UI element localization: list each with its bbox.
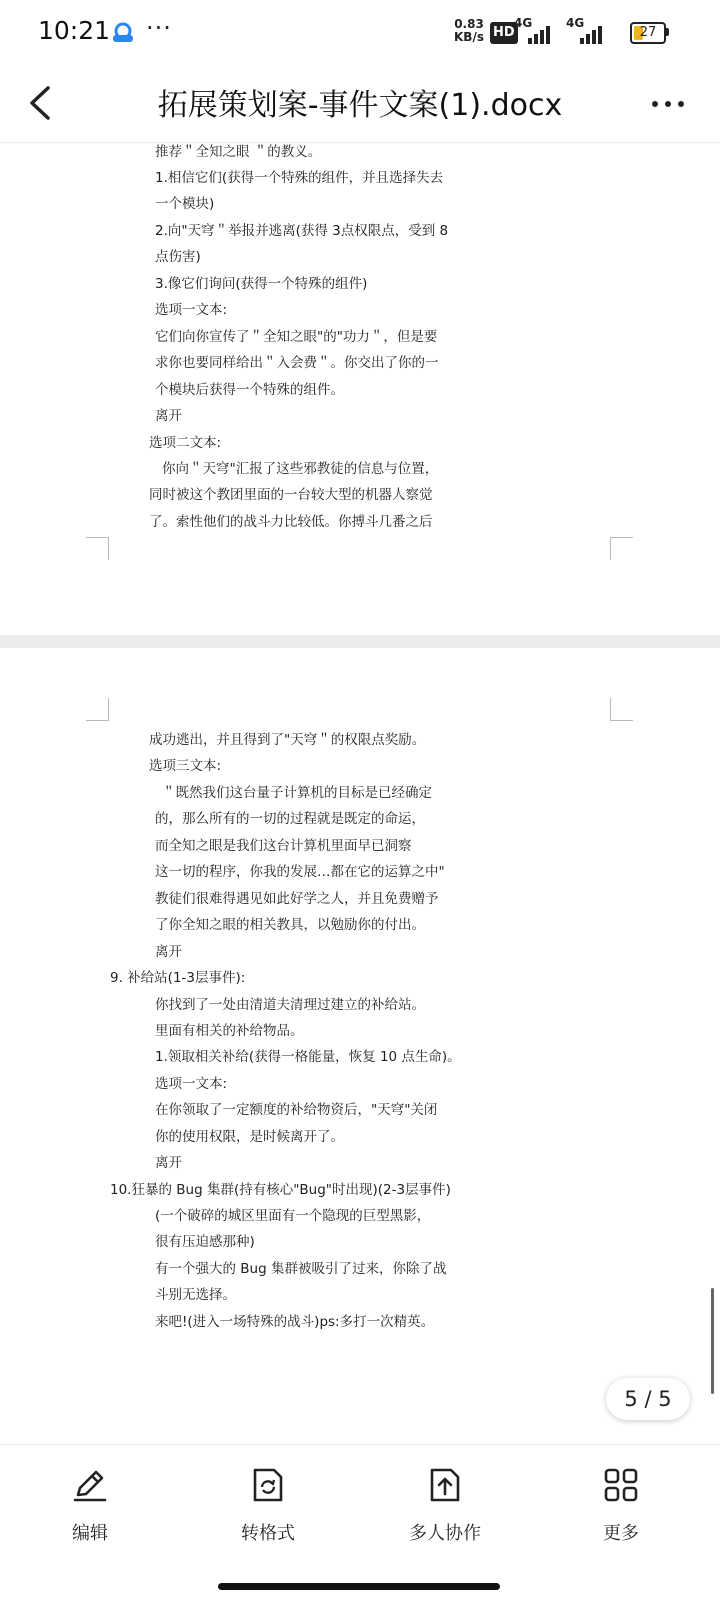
bottom-toolbar	[0, 1444, 720, 1601]
text-line: 来吧!(进入一场特殊的战斗)ps:多打一次精英。	[155, 1314, 435, 1330]
battery-icon	[630, 22, 666, 44]
text-line: 3.像它们询问(获得一个特殊的组件)	[155, 276, 368, 292]
text-line: 点伤害)	[155, 249, 201, 265]
home-indicator[interactable]	[218, 1583, 500, 1590]
text-line: 选项一文本:	[155, 302, 228, 318]
document-page-5	[0, 648, 720, 1443]
text-line: 在你领取了一定额度的补给物资后，"天穹"关闭	[155, 1102, 438, 1118]
document-viewer[interactable]	[0, 143, 720, 1443]
page-margin-corner	[610, 698, 633, 721]
text-line: 推荐＂全知之眼 ＂的教义。	[155, 144, 322, 160]
convert-format-icon	[248, 1465, 288, 1505]
page-margin-corner	[86, 537, 109, 560]
edit-button[interactable]	[35, 1465, 145, 1545]
text-line: 了你全知之眼的相关教具，以勉励你的付出。	[155, 917, 425, 933]
text-line: 成功逃出，并且得到了"天穹＂的权限点奖励。	[149, 732, 426, 748]
text-line: 10.狂暴的 Bug 集群(持有核心"Bug"时出现)(2-3层事件)	[110, 1182, 451, 1198]
text-line: 你找到了一处由清道夫清理过建立的补给站。	[155, 997, 425, 1013]
text-line: 你的使用权限，是时候离开了。	[155, 1129, 344, 1145]
text-line: 9. 补给站(1-3层事件):	[110, 970, 246, 986]
more-button[interactable]	[646, 84, 690, 124]
scrollbar-thumb[interactable]	[711, 1288, 714, 1394]
text-line: 了。索性他们的战斗力比较低。你搏斗几番之后	[149, 514, 433, 530]
more-dots-icon	[646, 84, 690, 124]
text-line: 同时被这个教团里面的一台较大型的机器人察觉	[149, 487, 433, 503]
text-line: 离开	[155, 944, 182, 960]
grid-icon	[601, 1465, 641, 1505]
collaborate-button[interactable]	[390, 1465, 500, 1545]
network-speed	[452, 18, 486, 44]
text-line: 这一切的程序，你我的发展…都在它的运算之中"	[155, 864, 445, 880]
signal-1-label: 4G	[514, 16, 533, 30]
signal-2-label: 4G	[566, 16, 585, 30]
battery-level: 27	[639, 25, 657, 40]
status-bar	[0, 0, 720, 66]
text-line: 很有压迫感那种)	[155, 1234, 255, 1250]
edit-label: 编辑	[72, 1523, 108, 1544]
text-line: 你向＂天穹"汇报了这些邪教徒的信息与位置，	[162, 461, 439, 477]
page-margin-corner	[610, 537, 633, 560]
text-line: 1.相信它们(获得一个特殊的组件，并且选择失去	[155, 170, 444, 186]
text-line: 离开	[155, 408, 182, 424]
text-line: 有一个强大的 Bug 集群被吸引了过来，你除了战	[155, 1261, 447, 1277]
convert-format-button[interactable]	[213, 1465, 323, 1545]
convert-format-label: 转格式	[241, 1523, 295, 1544]
text-line: 离开	[155, 1155, 182, 1171]
text-line: 一个模块)	[155, 196, 215, 212]
status-time: 10:21	[38, 16, 111, 45]
back-button[interactable]	[22, 78, 62, 128]
text-line: 斗别无选择。	[155, 1287, 236, 1303]
more-tools-label: 更多	[603, 1523, 639, 1544]
text-line: 的，那么所有的一切的过程就是既定的命运，	[155, 811, 425, 827]
text-line: 2.向"天穹＂举报并逃离(获得 3点权限点，受到 8	[155, 223, 449, 239]
collaborate-label: 多人协作	[409, 1523, 481, 1544]
chevron-left-icon	[22, 78, 62, 128]
signal-2-icon	[566, 16, 610, 46]
document-title: 拓展策划案-事件文案(1).docx	[157, 88, 563, 123]
text-line: 求你也要同样给出＂入会费＂。你交出了你的一	[155, 355, 439, 371]
text-line: 选项三文本:	[149, 758, 222, 774]
notification-dots-icon: ···	[146, 14, 172, 42]
pencil-icon	[70, 1465, 110, 1505]
document-page-4	[0, 143, 720, 635]
page-separator	[0, 635, 720, 648]
text-line: 1.领取相关补给(获得一格能量，恢复 10 点生命)。	[155, 1049, 461, 1065]
network-speed-unit: KB/s	[454, 30, 484, 44]
text-line: 而全知之眼是我们这台计算机里面早已洞察	[155, 838, 412, 854]
text-line: (一个破碎的城区里面有一个隐现的巨型黑影，	[155, 1208, 431, 1224]
text-line: 选项一文本:	[155, 1076, 228, 1092]
battery-cap	[666, 28, 669, 36]
collaborate-icon	[425, 1465, 465, 1505]
title-bar	[0, 66, 720, 143]
text-line: 选项二文本:	[149, 435, 222, 451]
text-line: 里面有相关的补给物品。	[155, 1023, 304, 1039]
text-line: ＂既然我们这台量子计算机的目标是已经确定	[162, 785, 432, 801]
text-line: 它们向你宣传了＂全知之眼"的"功力＂，但是要	[155, 329, 438, 345]
more-tools-button[interactable]	[566, 1465, 676, 1545]
page-indicator[interactable]: 5 / 5	[606, 1378, 690, 1420]
signal-1-icon	[514, 16, 558, 46]
text-line: 教徒们很难得遇见如此好学之人，并且免费赠予	[155, 891, 439, 907]
text-line: 个模块后获得一个特殊的组件。	[155, 382, 344, 398]
cloud-app-icon	[110, 22, 136, 44]
hd-badge: HD	[490, 22, 518, 44]
page-margin-corner	[86, 698, 109, 721]
network-speed-value: 0.83	[454, 17, 484, 31]
